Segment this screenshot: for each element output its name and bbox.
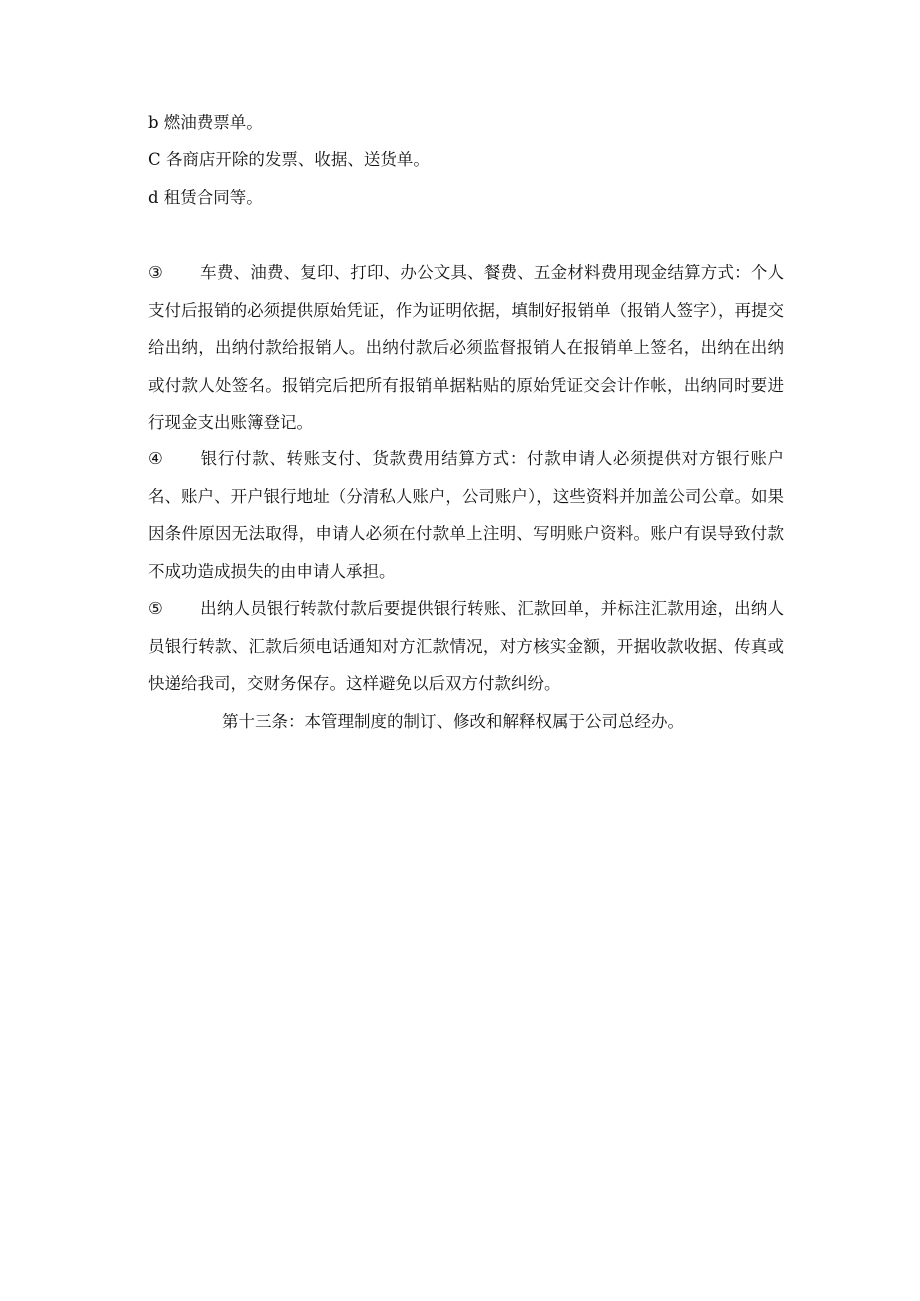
paragraph-4 xyxy=(148,440,784,590)
article-13: 第十三条：本管理制度的制订、修改和解释权属于公司总经办。 xyxy=(222,712,684,731)
paragraph-4-marker: ④ xyxy=(148,449,163,468)
paragraph-3 xyxy=(148,254,784,442)
paragraph-4-text: 银行付款、转账支付、货款费用结算方式：付款申请人必须提供对方银行账户名、账户、开户银行地址（分清私人账户，公司账户），这些资料并加盖公司公章。如果因条件原因无法取得，申请人必须在付款单上注明、写明账户资料。账户有误导致付款不成功造成损失的由申请人承担。 xyxy=(148,449,784,581)
paragraph-3-text: 车费、油费、复印、打印、办公文具、餐费、五金材料费用现金结算方式：个人支付后报销的必须提供原始凭证，作为证明依据，填制好报销单（报销人签字），再提交给出纳，出纳付款给报销人。出纳付款后必须监督报销人在报销单上签名，出纳在出纳或付款人处签名。报销完后把所有报销单据粘贴的原始凭证交会计作帐，出纳同时要进行现金支出账簿登记。 xyxy=(148,263,784,432)
paragraph-3-marker: ③ xyxy=(148,263,163,282)
paragraph-5 xyxy=(148,590,784,703)
list-item-b: b 燃油费票单。 xyxy=(148,113,263,132)
list-item-c: C 各商店开除的发票、收据、送货单。 xyxy=(148,150,430,169)
paragraph-5-text: 出纳人员银行转款付款后要提供银行转账、汇款回单，并标注汇款用途，出纳人员银行转款、汇款后须电话通知对方汇款情况，对方核实金额，开据收款收据、传真或快递给我司，交财务保存。这样避免以后双方付款纠纷。 xyxy=(148,599,784,693)
list-item-d: d 租赁合同等。 xyxy=(148,188,263,207)
paragraph-5-marker: ⑤ xyxy=(148,599,163,618)
